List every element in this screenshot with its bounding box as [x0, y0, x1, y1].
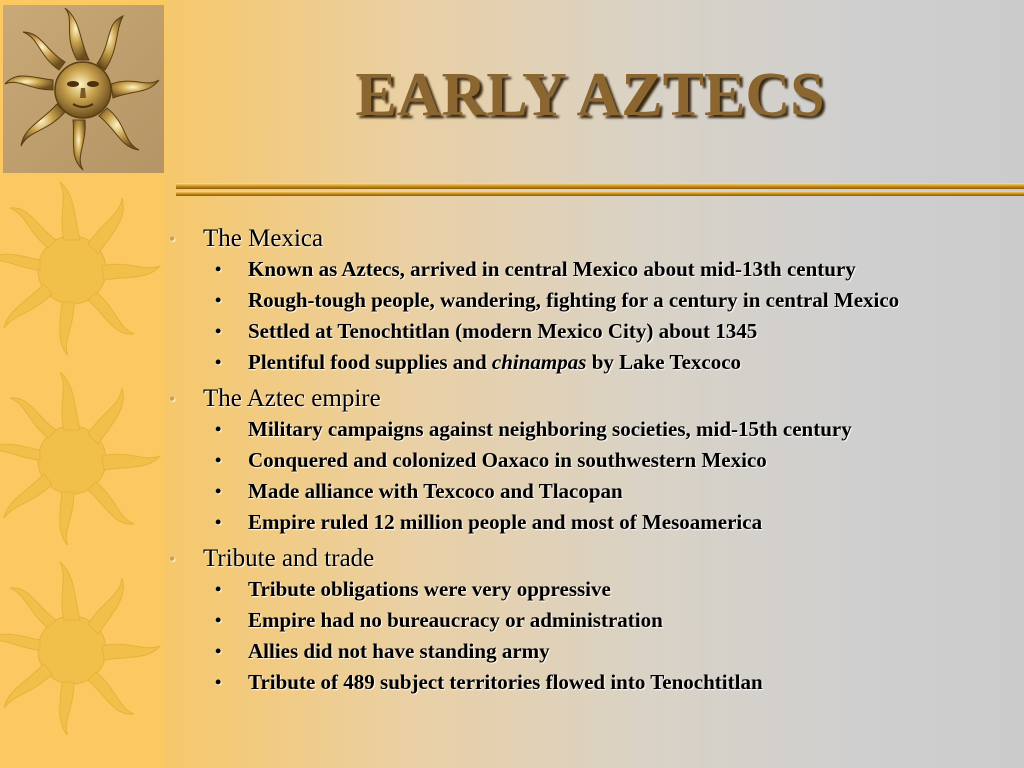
sun-icon	[0, 370, 165, 545]
list-item: • Made alliance with Texcoco and Tlacopan	[215, 479, 623, 503]
slide-title: EARLY AZTECS	[355, 61, 825, 129]
bullet-icon: •	[169, 389, 176, 409]
bullet-icon: •	[215, 352, 222, 372]
list-item: • Settled at Tenochtitlan (modern Mexico City) about 1345	[215, 319, 758, 343]
list-item: • Empire had no bureaucracy or administration	[215, 608, 663, 632]
bullet-icon: •	[215, 290, 222, 310]
section-the-aztec-empire	[165, 382, 1015, 534]
section-the-mexica	[165, 222, 1015, 374]
bullet-icon: •	[215, 610, 222, 630]
section-heading: The Mexica	[203, 225, 324, 252]
decorative-sun-3	[0, 560, 165, 735]
decorative-sun-2	[0, 370, 165, 545]
gold-sun-face-icon	[3, 5, 164, 173]
section-tribute-and-trade	[165, 542, 1015, 694]
title-divider	[176, 181, 1024, 203]
list-item: • Tribute of 489 subject territories flowed into Tenochtitlan	[215, 670, 763, 694]
bullet-icon: •	[215, 321, 222, 341]
bullet-icon: •	[215, 450, 222, 470]
decorative-sun-1	[0, 180, 165, 355]
slide-content	[165, 222, 1015, 702]
list-item: • Tribute obligations were very oppressive	[215, 577, 611, 601]
list-item: • Empire ruled 12 million people and most of Mesoamerica	[215, 510, 763, 534]
section-heading: The Aztec empire	[203, 385, 381, 412]
sun-icon	[0, 180, 165, 355]
list-item: • Rough-tough people, wandering, fighting for a century in central Mexico	[215, 288, 900, 312]
bullet-icon: •	[215, 481, 222, 501]
bullet-icon: •	[169, 229, 176, 249]
left-decor-strip	[0, 0, 165, 768]
list-item: • Allies did not have standing army	[215, 639, 550, 663]
bullet-icon: •	[215, 419, 222, 439]
bullet-icon: •	[215, 579, 222, 599]
list-item: • Plentiful food supplies and chinampas by Lake Texcoco	[215, 350, 742, 374]
bullet-icon: •	[169, 549, 176, 569]
gold-sun-face-image	[3, 5, 164, 173]
bullet-icon: •	[215, 641, 222, 661]
bullet-icon: •	[215, 672, 222, 692]
bullet-icon: •	[215, 259, 222, 279]
sun-icon	[0, 560, 165, 735]
list-item: • Known as Aztecs, arrived in central Mexico about mid-13th century	[215, 257, 856, 281]
list-item: • Conquered and colonized Oaxaco in southwestern Mexico	[215, 448, 767, 472]
section-heading: Tribute and trade	[203, 545, 375, 572]
list-item: • Military campaigns against neighboring societies, mid-15th century	[215, 417, 852, 441]
bullet-icon: •	[215, 512, 222, 532]
